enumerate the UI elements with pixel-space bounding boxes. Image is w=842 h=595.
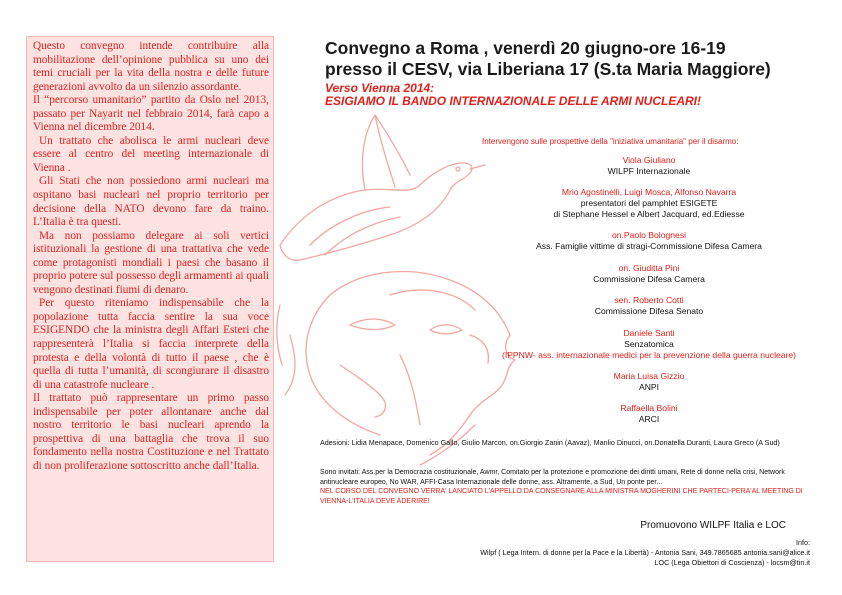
event-title	[325, 38, 771, 80]
speaker-name: Daniele Santi	[623, 328, 675, 338]
speaker-name: on.Paolo Bolognesi	[611, 230, 687, 240]
manifesto-paragraph: Gli Stati che non possiedono armi nucleari ma ospitano basi nucleari nel proprio territorio per decisione della NATO devono fare da traino. L’Italia è tra questi.	[33, 175, 269, 229]
speaker-role-detail: (IPPNW- ass. internazionale medici per la prevenzione della guerra nucleare)	[501, 350, 797, 360]
speaker-item	[469, 295, 829, 317]
speakers-intro: Intervengono sulle prospettive della "iniziativa umanitaria" per il disarmo:	[482, 137, 739, 146]
speaker-name: Mrio Agostinelli, Luigi Mosca, Alfonso Navarra	[561, 187, 737, 197]
manifesto-paragraph: Un trattato che abolisca le armi nucleari deve essere al centro del meeting internazionale di Vienna .	[33, 134, 269, 174]
speaker-item	[469, 187, 829, 220]
speaker-item	[469, 371, 829, 393]
info-contact-loc: LOC (Lega Obiettori di Coscienza) - locsm@tin.it	[654, 558, 810, 567]
manifesto-paragraph: Il trattato può rappresentare un primo passo indispensabile per poter allontanare anche dal nostro territorio le basi nucleari aprendo la prospettiva di una battaglia che trova il suo fondamento nella nostra Costituzione e nel Trattato di non proliferazione sottoscritto anche dall’Italia.	[33, 392, 269, 472]
speaker-role: Senzatomica	[624, 339, 674, 349]
manifesto-paragraph: Questo convegno intende contribuire alla mobilitazione dell’opinione pubblica su uno dei temi cruciali per la vita della nostra e delle future generazioni avvolto da un silenzio assordante.	[33, 40, 269, 93]
invitati-text: Sono invitati: Ass.per la Democrazia costituzionale, Awmr, Comitato per la protezione e promozione dei diritti umani, Rete di donne nella crisi, Network antinucleare europeo, No WAR, AFFI-Casa Internazionale delle donne, ass. Altramente, a Sud, Un ponte per...	[320, 469, 785, 486]
slogan-line-1: Verso Vienna 2014:	[325, 81, 435, 95]
manifesto-box	[26, 36, 274, 562]
info-contact-wilpf: Wilpf ( Lega Intern. di donne per la Pace e la Libertà) - Antonia Sani, 349.7865685 antonia.sani@alice.it	[480, 548, 810, 557]
slogan-line-2: ESIGIAMO IL BANDO INTERNAZIONALE DELLE ARMI NUCLEARI!	[325, 94, 701, 109]
speaker-item	[469, 403, 829, 425]
speaker-role: Commissione Difesa Camera	[593, 274, 705, 284]
speaker-name: sen. Roberto Cotti	[614, 295, 684, 305]
title-line-1: Convegno a Roma , venerdì 20 giugno-ore 16-19	[325, 38, 726, 58]
speaker-item	[469, 155, 829, 177]
manifesto-paragraph: Il “percorso umanitario” partito da Oslo nel 2013, passato per Nayarit nel febbraio 2014, farà capo a Vienna nel dicembre 2014.	[33, 94, 269, 134]
info-block	[480, 538, 810, 568]
speaker-name: Viola Giuliano	[622, 155, 676, 165]
promoters: Promuovono WILPF Italia e LOC	[640, 520, 786, 531]
speaker-role: Commissione Difesa Senato	[594, 306, 704, 316]
speaker-name: Raffaella Bolini	[620, 403, 678, 413]
invitati-block	[320, 468, 816, 506]
speaker-item	[469, 263, 829, 285]
slogan	[325, 82, 701, 109]
speaker-role: presentatori del pamphlet ESIGETE	[580, 198, 718, 208]
speaker-role: WILPF Internazionale	[607, 166, 691, 176]
speaker-item	[469, 230, 829, 252]
speaker-item	[469, 328, 829, 361]
speaker-role: ANPI	[638, 382, 660, 392]
speaker-name: Maria Luisa Gizzio	[613, 371, 685, 381]
speaker-role: Ass. Famiglie vittime di stragi-Commissione Difesa Camera	[536, 241, 762, 251]
appeal-warning: NEL CORSO DEL CONVEGNO VERRA' LANCIATO L'APPELLO DA CONSEGNARE ALLA MINISTRA MOGHERINI CHE PARTECI-PERA'AL MEETING DI VIENNA-L'ITALIA DEVE ADERIRE!	[320, 488, 803, 505]
speaker-name: on. Giuditta Pini	[618, 263, 680, 273]
title-line-2: presso il CESV, via Liberiana 17 (S.ta Maria Maggiore)	[325, 59, 771, 79]
speaker-role-detail: di Stephane Hessel e Albert Jacquard, ed.Ediesse	[553, 209, 745, 219]
adesioni-text: Adesioni: Lidia Menapace, Domenico Gallo, Giulio Marcon, on.Giorgio Zanin (Aavaz), Manlio Dinucci, on.Donatella Duranti, Laura Greco (A Sud)	[320, 438, 780, 447]
manifesto-paragraph: Ma non possiamo delegare ai soli vertici istituzionali la gestione di una trattativa che vede come protagonisti mondiali i paesi che basano il proprio potere sul possesso degli armamenti ai quali vengono destinati fiumi di denaro.	[33, 229, 269, 296]
manifesto-paragraph: Per questo riteniamo indispensabile che la popolazione tutta faccia sentire la sua voce ESIGENDO che la ministra degli Affari Esteri che rappresenterà l’Italia si faccia interprete della protesta e della volontà di tutto il paese , che è quella di tutta l’umanità, di scongiurare il disastro di una catastrofe nucleare .	[33, 297, 269, 391]
info-label: Info:	[796, 538, 810, 547]
speaker-role: ARCI	[638, 414, 660, 424]
